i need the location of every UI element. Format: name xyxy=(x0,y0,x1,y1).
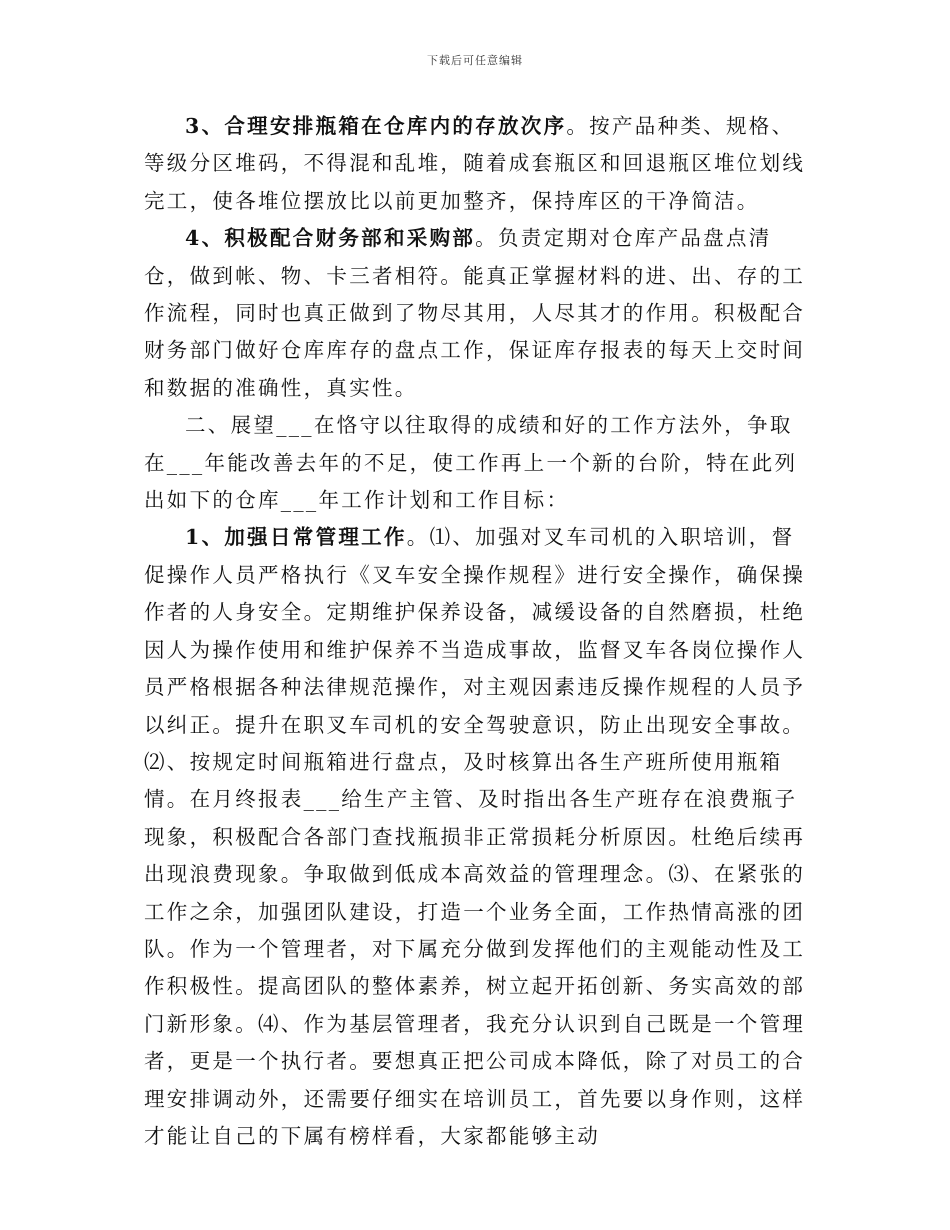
paragraph-outlook xyxy=(144,407,814,519)
paragraph-text: 。负责定期对仓库产品盘点清仓，做到帐、物、卡三者相符。能真正掌握材料的进、出、存的工作流程，同时也真正做到了物尽其用，人尽其才的作用。积极配合财务部门做好仓库库存的盘点工作，保证库存报表的每天上交时间和数据的准确性，真实性。 xyxy=(144,226,806,400)
paragraph-heading: 4、积极配合财务部和采购部 xyxy=(185,226,476,251)
paragraph-heading: 3、合理安排瓶箱在仓库内的存放次序 xyxy=(185,114,567,138)
paragraph-daily-management xyxy=(144,519,814,1155)
paragraph-heading: 1、加强日常管理工作 xyxy=(185,525,407,550)
paragraph-text: 。按产品种类、规格、等级分区堆码，不得混和乱堆，随着成套瓶区和回退瓶区堆位划线完工，使各堆位摆放比以前更加整齐，保持库区的干净简洁。 xyxy=(144,114,806,213)
paragraph-text: 。⑴、加强对叉车司机的入职培训，督促操作人员严格执行《叉车安全操作规程》进行安全操作，确保操作者的人身安全。定期维护保养设备，减缓设备的自然磨损，杜绝因人为操作使用和维护保养不当造成事故，监督叉车各岗位操作人员严格根据各种法律规范操作，对主观因素违反操作规程的人员予以纠正。提升在职叉车司机的安全驾驶意识，防止出现安全事故。⑵、按规定时间瓶箱进行盘点，及时核算出各生产班所使用瓶箱情。在月终报表___给生产主管、及时指出各生产班存在浪费瓶子现象，积极配合各部门查找瓶损非正常损耗分析原因。杜绝后续再出现浪费现象。争取做到低成本高效益的管理理念。⑶、在紧张的工作之余，加强团队建设，打造一个业务全面，工作热情高涨的团队。作为一个管理者，对下属充分做到发挥他们的主观能动性及工作积极性。提高团队的整体素养，树立起开拓创新、务实高效的部门新形象。⑷、作为基层管理者，我充分认识到自己既是一个管理者，更是一个执行者。要想真正把公司成本降低，除了对员工的合理安排调动外，还需要仔细实在培训员工，首先要以身作则，这样才能让自己的下属有榜样看，大家都能够主动 xyxy=(144,525,806,1148)
paragraph-text: 二、展望___在恪守以往取得的成绩和好的工作方法外，争取在___年能改善去年的不足，使工作再上一个新的台阶，特在此列出如下的仓库___年工作计划和工作目标： xyxy=(144,413,798,513)
paragraph-finance-cooperation xyxy=(144,220,814,407)
paragraph-storage-order xyxy=(144,108,814,220)
document-body xyxy=(144,108,814,1155)
page-header: 下载后可任意编辑 xyxy=(427,54,523,67)
